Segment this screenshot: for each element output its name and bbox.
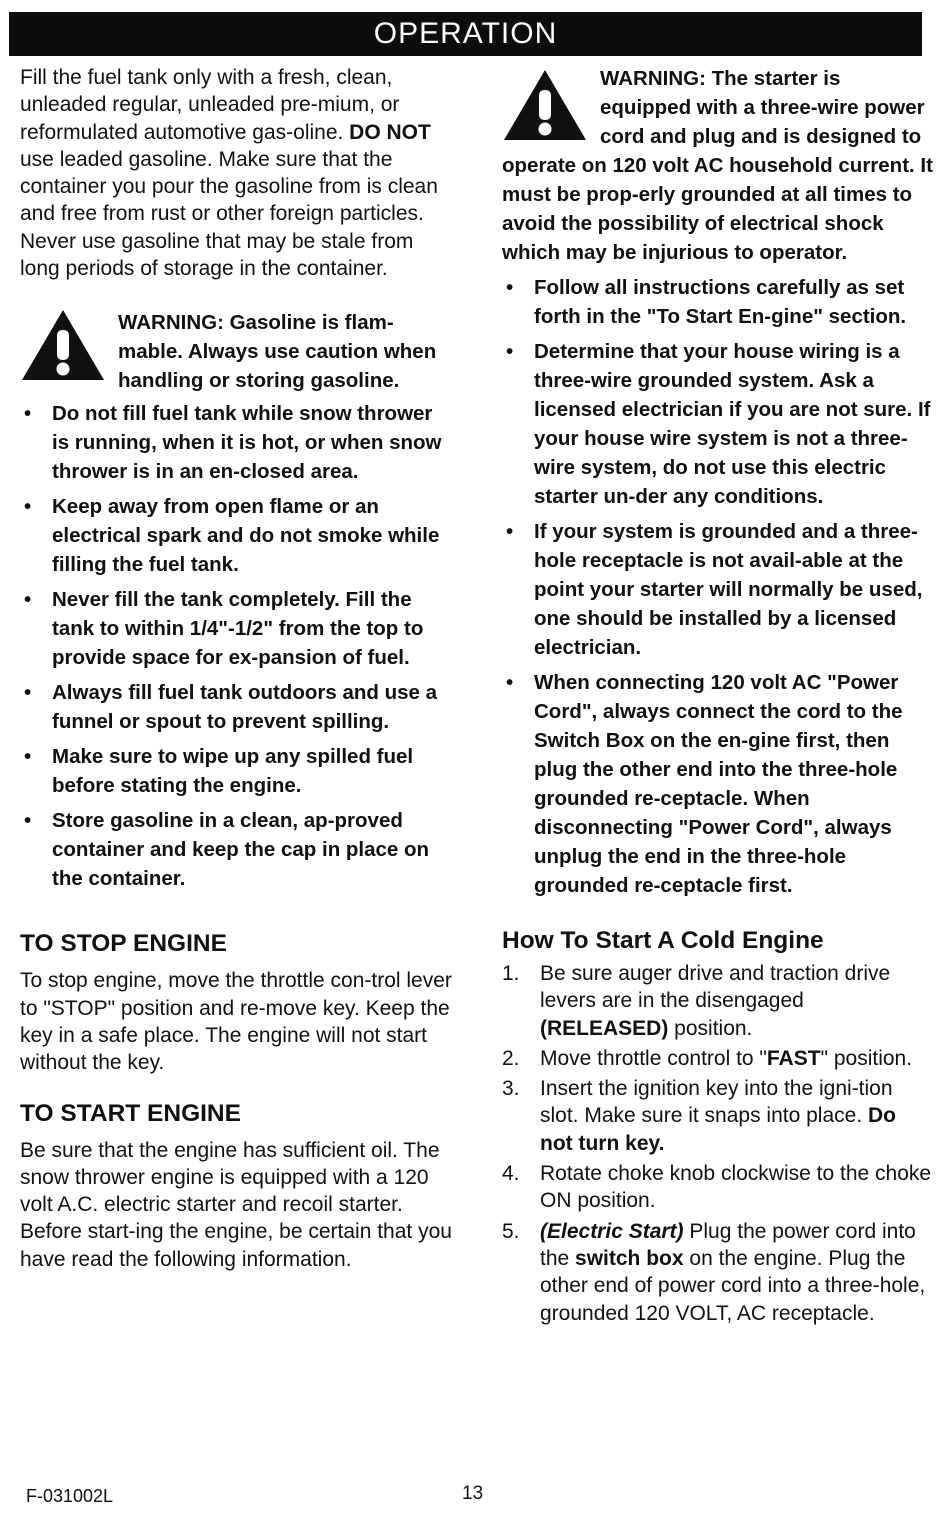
list-item	[502, 668, 934, 900]
list-item	[502, 337, 934, 511]
cold-engine-steps	[502, 960, 934, 1327]
list-item-text: Make sure to wipe up any spilled fuel before stating the engine.	[52, 745, 414, 798]
step-number: 1.	[502, 962, 520, 985]
bullet-dot: •	[24, 681, 32, 705]
step-number: 5.	[502, 1219, 520, 1243]
start-engine-text: Be sure that the engine has sufficient oil. The snow thrower engine is equipped with a 120 volt A.C. electric starter and recoil starter. Before start-ing the engine, be certain that you have read the following information.	[20, 1138, 452, 1271]
page-header	[9, 12, 922, 56]
step-text: on the engine. Plug the other end of power cord into a three-hole, grounded 120 VOLT, AC receptacle.	[540, 1246, 926, 1325]
page-number: 13	[462, 1483, 484, 1504]
stop-engine-heading: TO STOP ENGINE	[20, 930, 227, 958]
electrical-safety-list	[502, 273, 934, 900]
bullet-dot: •	[506, 520, 514, 543]
step-number: 4.	[502, 1162, 520, 1186]
bullet-dot: •	[24, 809, 32, 833]
step-item	[502, 1045, 934, 1072]
warning-triangle-icon	[502, 68, 588, 142]
list-item	[20, 806, 452, 893]
list-item	[20, 585, 452, 672]
cold-engine-heading: How To Start A Cold Engine	[502, 927, 824, 954]
fuel-intro-text-2: use leaded gasoline. Make sure that the container you pour the gasoline from is clean and free from rust or other foreign particles. Never use gasoline that may be stale from long periods of storage in the container.	[20, 147, 438, 281]
start-engine-heading: TO START ENGINE	[20, 1099, 241, 1127]
bullet-dot: •	[24, 402, 32, 426]
bullet-dot: •	[506, 340, 514, 363]
step-item	[502, 1075, 934, 1157]
list-item-text: Do not fill fuel tank while snow thrower is running, when it is hot, or when snow thrower is in an en-closed area.	[52, 402, 442, 484]
bullet-dot: •	[506, 276, 514, 299]
list-item	[502, 273, 934, 331]
fuel-intro-text-1: Fill the fuel tank only with a fresh, clean, unleaded regular, unleaded pre-mium, or reformulated automotive gas-oline.	[20, 66, 400, 144]
header-title: OPERATION	[373, 17, 558, 50]
step-item	[502, 1218, 934, 1327]
starter-warning	[502, 64, 934, 267]
step-number: 3.	[502, 1077, 520, 1101]
step-text: Move throttle control to "	[540, 1046, 767, 1070]
list-item-text: Follow all instructions carefully as set forth in the "To Start En-gine" section.	[534, 276, 907, 328]
list-item-text: Always fill fuel tank outdoors and use a funnel or spout to prevent spilling.	[52, 681, 438, 734]
bullet-dot: •	[24, 495, 32, 519]
list-item-text: Store gasoline in a clean, ap-proved container and keep the cap in place on the container.	[52, 809, 430, 891]
list-item	[20, 492, 452, 579]
step-text: Insert the ignition key into the igni-tion slot. Make sure it snaps into place.	[540, 1077, 893, 1128]
left-column	[20, 64, 452, 1273]
step-item	[502, 1160, 934, 1215]
step-text: Rotate choke knob clockwise to the choke ON position.	[540, 1162, 932, 1213]
fuel-safety-list	[20, 399, 452, 893]
fuel-intro-emphasis: DO NOT	[349, 120, 431, 144]
bullet-dot: •	[506, 671, 514, 694]
right-column	[502, 64, 934, 1330]
warning-triangle-icon	[20, 308, 106, 382]
list-item-text: Keep away from open flame or an electrical spark and do not smoke while filling the fuel tank.	[52, 495, 440, 577]
list-item	[20, 742, 452, 800]
bullet-dot: •	[24, 745, 32, 769]
step-text: Plug the power cord into the	[540, 1219, 916, 1270]
step-text: " position.	[820, 1046, 913, 1070]
step-emphasis: (Electric Start)	[540, 1219, 684, 1243]
list-item	[502, 517, 934, 662]
step-text: Be sure auger drive and traction drive levers are in the disengaged	[540, 962, 891, 1013]
list-item	[20, 399, 452, 486]
list-item	[20, 678, 452, 736]
step-emphasis: switch box	[575, 1246, 684, 1270]
starter-warning-text: WARNING: The starter is equipped with a three-wire power cord and plug and is designed to operate on 120 volt AC household current. It must be prop-erly grounded at all times to avoid the possibility of electrical shock which may be injurious to operator.	[502, 67, 933, 264]
gasoline-warning	[20, 308, 452, 395]
fuel-intro-paragraph	[20, 64, 452, 282]
step-emphasis: FAST	[766, 1046, 821, 1070]
bullet-dot: •	[24, 588, 32, 612]
list-item-text: When connecting 120 volt AC "Power Cord", always connect the cord to the Switch Box on the en-gine first, then plug the other end into the three-hole grounded re-ceptacle. When disconnecting "Power Cord", always unplug the end in the three-hole grounded re-ceptacle first.	[534, 671, 903, 897]
document-code: F-031002L	[26, 1486, 114, 1506]
gasoline-warning-text: WARNING: Gasoline is flam-mable. Always use caution when handling or storing gasoline.	[118, 311, 437, 393]
step-number: 2.	[502, 1046, 520, 1070]
step-text: position.	[668, 1016, 753, 1040]
list-item-text: Never fill the tank completely. Fill the tank to within 1/4"-1/2" from the top to provide space for ex-pansion of fuel.	[52, 588, 424, 670]
list-item-text: Determine that your house wiring is a three-wire grounded system. Ask a licensed electrician if you are not sure. If your house wire system is not a three-wire system, do not use this electric starter un-der any conditions.	[534, 340, 931, 508]
step-item	[502, 960, 934, 1042]
step-emphasis: (RELEASED)	[540, 1016, 669, 1040]
step-emphasis: Do not turn key.	[540, 1104, 896, 1155]
list-item-text: If your system is grounded and a three-hole receptacle is not avail-able at the point your starter will normally be used, one should be installed by a licensed electrician.	[534, 520, 923, 659]
stop-engine-text: To stop engine, move the throttle con-trol lever to "STOP" position and re-move key. Keep the key in a safe place. The engine will not start without the key.	[20, 969, 452, 1075]
